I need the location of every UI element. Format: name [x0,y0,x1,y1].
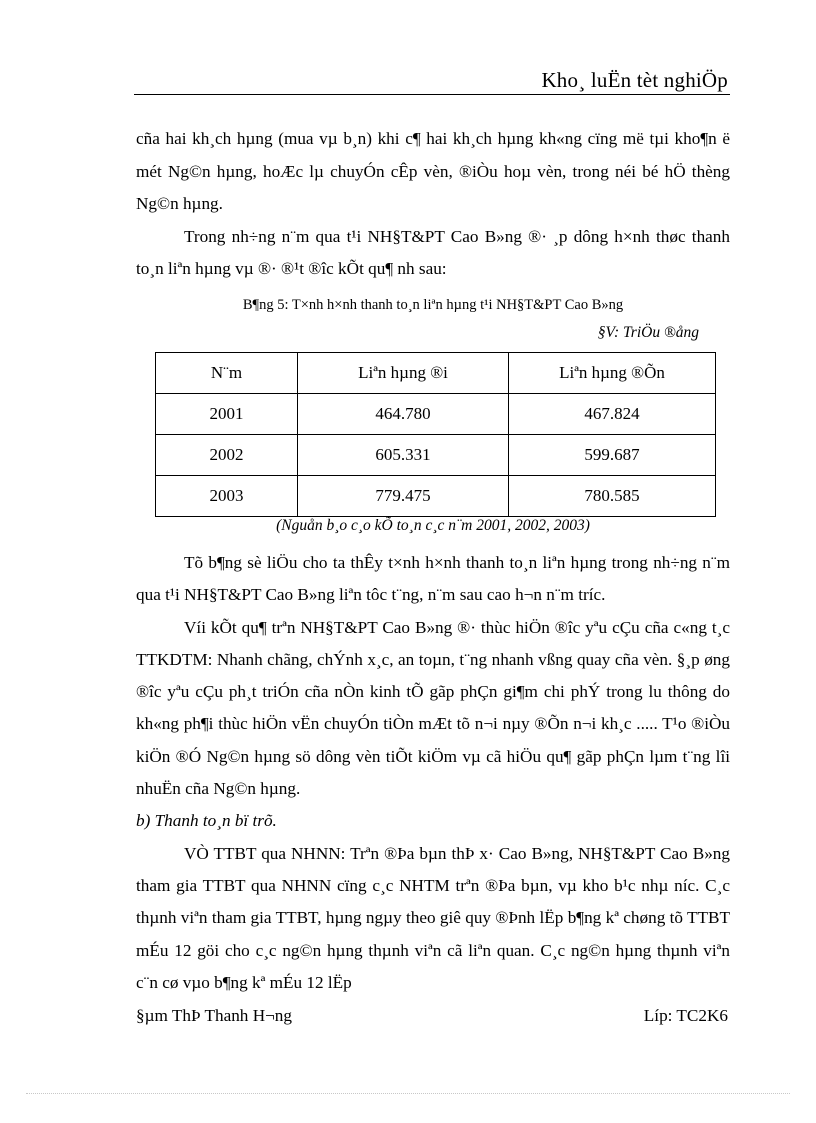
column-header: N¨m [156,353,298,394]
paragraph: Víi kÕt qu¶ trªn NH§T&PT Cao B»ng ®· thùc hiÖn ®îc yªu cÇu cña c«ng t¸c TTKDTM: Nhanh chãng, chÝnh x¸c, an toµn, t¨ng nhanh vßng quay cña vèn. §¸p øng ®îc yªu cÇu ph¸t triÓn cña nÒn kinh tÕ gãp phÇn gi¶m chi phÝ trong lu thông do kh«ng ph¶i thùc hiÖn vËn chuyÓn tiÒn mÆt tõ n¬i nµy ®Õn n¬i kh¸c ..... T¹o ®iÒu kiÖn ®Ó Ng©n hµng sö dông vèn tiÕt kiÖm vµ cã hiÖu qu¶ gãp phÇn lµm t¨ng lîi nhuËn cña Ng©n hµng. [136,617,730,799]
table-header-row [156,353,716,394]
body-text-top [136,123,730,286]
header-rule [134,94,730,95]
paragraph: Tõ b¶ng sè liÖu cho ta thÊy t×nh h×nh thanh to¸n liªn hµng trong nh÷ng n¨m qua t¹i NH§T&PT Cao B»ng liªn tôc t¨ng, n¨m sau cao h¬n n¨m tríc. [136,553,730,605]
footer-author: §µm ThÞ Thanh H¬ng [136,1006,292,1025]
table-cell: 464.780 [298,394,509,435]
table-row [156,394,716,435]
table-row [156,435,716,476]
table-cell: 780.585 [509,476,716,517]
table-cell: 467.824 [509,394,716,435]
subheading: b) Thanh to¸n bï trõ. [136,811,277,831]
table-cell: 605.331 [298,435,509,476]
paragraph: VÒ TTBT qua NHNN: Trªn ®Þa bµn thÞ x· Cao B»ng, NH§T&PT Cao B»ng tham gia TTBT qua NHNN cïng c¸c NHTM trªn ®Þa bµn, vµ kho b¹c nhµ níc. C¸c thµnh viªn tham gia TTBT, hµng ngµy theo giê quy ®Þnh lËp b¶ng kª chøng tõ TTBT mÉu 12 göi cho c¸c ng©n hµng thµnh viªn cã liªn quan. C¸c ng©n hµng thµnh viªn c¨n cø vµo b¶ng kª mÉu 12 lËp [136,843,730,992]
table-cell: 2002 [156,435,298,476]
table-cell: 2003 [156,476,298,517]
paragraph: Trong nh÷ng n¨m qua t¹i NH§T&PT Cao B»ng ®· ¸p dông h×nh thøc thanh to¸n liªn hµng vµ ®· ®¹t ®îc kÕt qu¶ nh sau: [136,226,730,278]
page-bottom-divider [26,1093,790,1094]
table-cell: 2001 [156,394,298,435]
data-table [155,352,716,517]
table-cell: 599.687 [509,435,716,476]
body-text-bottom [136,547,730,999]
table-unit: §V: TriÖu ®ång [597,324,699,341]
paragraph: cña hai kh¸ch hµng (mua vµ b¸n) khi c¶ hai kh¸ch hµng kh«ng cïng më tµi kho¶n ë mét Ng©n hµng, hoÆc lµ chuyÓn cÊp vèn, ®iÒu hoµ vèn, trong néi bé hÖ thèng Ng©n hµng. [136,129,730,213]
footer-class: Líp: TC2K6 [643,1006,728,1025]
header-title: Kho¸ luËn tèt nghiÖp [541,68,728,92]
table-caption: B¶ng 5: T×nh h×nh thanh to¸n liªn hµng t¹i NH§T&PT Cao B»ng [242,297,624,313]
table-source: (Nguån b¸o c¸o kÕ to¸n c¸c n¨m 2001, 2002, 2003) [276,517,590,534]
column-header: Liªn hµng ®i [298,353,509,394]
table-cell: 779.475 [298,476,509,517]
column-header: Liªn hµng ®Õn [509,353,716,394]
table-row [156,476,716,517]
